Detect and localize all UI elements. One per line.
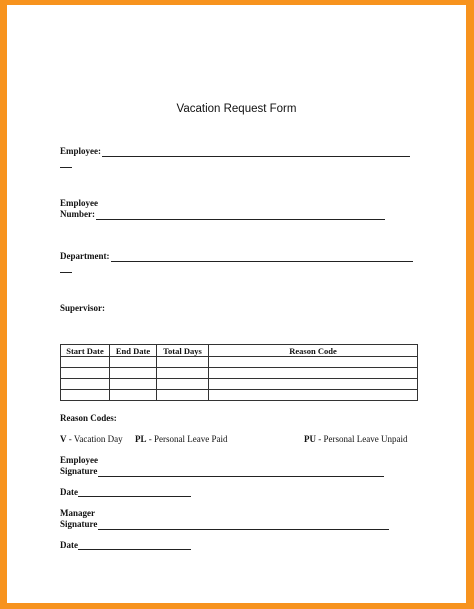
employee-date-label: Date	[60, 487, 78, 497]
table-row	[61, 368, 418, 379]
column-header-reason-code: Reason Code	[209, 345, 418, 357]
table-row	[61, 357, 418, 368]
table-cell-reason-code[interactable]	[209, 390, 418, 401]
table-cell-start-date[interactable]	[61, 390, 110, 401]
reason-code-pu-desc: - Personal Leave Unpaid	[316, 434, 408, 444]
manager-signature-label-line1: Manager	[60, 508, 95, 518]
column-header-end-date: End Date	[110, 345, 157, 357]
form-title: Vacation Request Form	[176, 103, 297, 115]
table-row	[61, 379, 418, 390]
reason-codes-label: Reason Codes:	[60, 413, 117, 423]
reason-code-pl-desc: - Personal Leave Paid	[146, 434, 228, 444]
table-cell-total-days[interactable]	[157, 368, 209, 379]
employee-number-label-line1: Employee	[60, 198, 98, 208]
employee-number-label-line2: Number:	[60, 209, 95, 219]
column-header-start-date: Start Date	[61, 345, 110, 357]
employee-date-line[interactable]	[78, 496, 191, 497]
table-cell-reason-code[interactable]	[209, 379, 418, 390]
manager-date-label: Date	[60, 540, 78, 550]
employee-label: Employee:	[60, 146, 101, 156]
column-header-total-days: Total Days	[157, 345, 209, 357]
table-cell-reason-code[interactable]	[209, 357, 418, 368]
supervisor-label: Supervisor:	[60, 303, 105, 313]
table-cell-end-date[interactable]	[110, 357, 157, 368]
table-cell-start-date[interactable]	[61, 368, 110, 379]
table-cell-start-date[interactable]	[61, 379, 110, 390]
employee-signature-label-line2: Signature	[60, 466, 98, 476]
manager-signature-label-line2: Signature	[60, 519, 98, 529]
department-label: Department:	[60, 251, 110, 261]
department-field-line[interactable]	[111, 261, 413, 262]
manager-signature-line[interactable]	[98, 529, 389, 530]
employee-field-line[interactable]	[102, 156, 410, 157]
manager-date-line[interactable]	[78, 549, 191, 550]
dates-table	[60, 344, 418, 401]
table-cell-end-date[interactable]	[110, 390, 157, 401]
table-cell-end-date[interactable]	[110, 379, 157, 390]
table-cell-reason-code[interactable]	[209, 368, 418, 379]
reason-code-pu: PU	[304, 434, 316, 444]
department-field-line-continued	[60, 272, 72, 273]
form-page	[7, 5, 466, 603]
table-cell-end-date[interactable]	[110, 368, 157, 379]
reason-code-v-desc: - Vacation Day	[66, 434, 123, 444]
employee-field-line-continued	[60, 167, 72, 168]
reason-code-vacation	[60, 434, 123, 444]
table-cell-total-days[interactable]	[157, 379, 209, 390]
employee-signature-label-line1: Employee	[60, 455, 98, 465]
reason-code-personal-paid	[135, 434, 228, 444]
table-cell-total-days[interactable]	[157, 390, 209, 401]
table-row	[61, 390, 418, 401]
table-header-row	[61, 345, 418, 357]
reason-code-personal-unpaid	[304, 434, 407, 444]
reason-code-v: V	[60, 434, 67, 444]
employee-number-field-line[interactable]	[96, 219, 385, 220]
table-cell-total-days[interactable]	[157, 357, 209, 368]
table-cell-start-date[interactable]	[61, 357, 110, 368]
employee-signature-line[interactable]	[98, 476, 384, 477]
reason-code-pl: PL	[135, 434, 147, 444]
